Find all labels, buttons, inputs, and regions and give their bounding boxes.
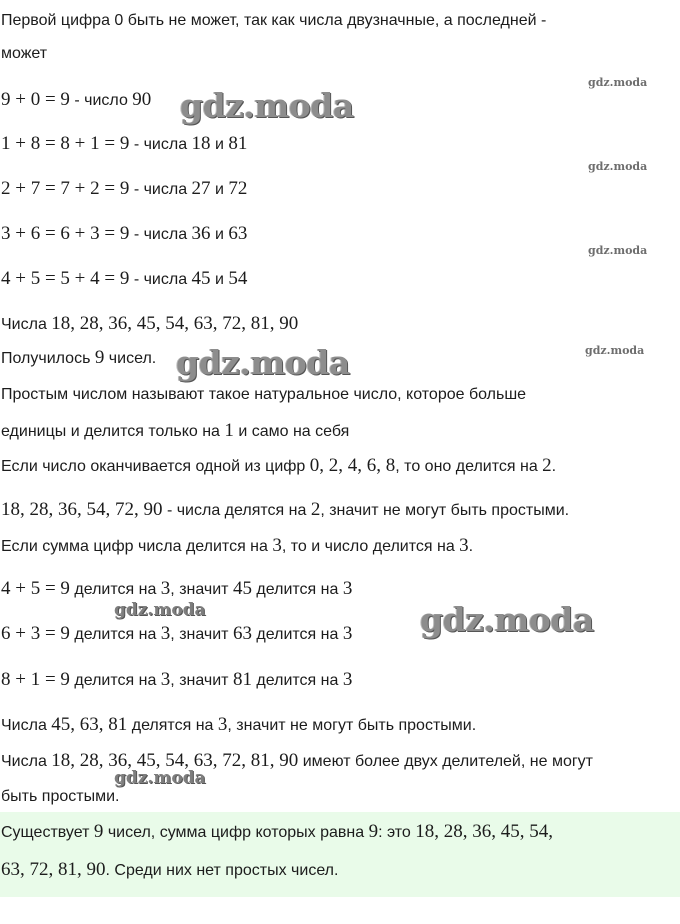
equation-math: 1 + 8 = 8 + 1 = 9 (1, 133, 130, 154)
equation-number: 18 (191, 133, 211, 154)
watermark-logo: gdz.moda (588, 244, 648, 257)
answer-text: Существует (1, 824, 94, 841)
watermark-logo: gdz.moda (180, 86, 354, 125)
row-text: делится на (69, 581, 161, 598)
answer-line1 (1, 822, 553, 843)
prime-definition-line2 (1, 421, 349, 442)
equation-number: 63 (228, 223, 248, 244)
equation-row-4 (1, 224, 247, 245)
definition-number: 1 (224, 420, 234, 441)
row-number: 3 (342, 669, 353, 690)
answer-values: 18, 28, 36, 45, 54, (415, 821, 554, 842)
definition-text: единицы и делится только на (1, 423, 225, 440)
rule-text: . (551, 458, 557, 475)
rule-text: . (468, 538, 474, 555)
answer-number: 9 (368, 821, 379, 842)
equation-and: и (210, 181, 229, 198)
prime-definition-line1: Простым числом называют такое натуральное число, которое больше (1, 386, 527, 403)
watermark-logo: gdz.moda (176, 343, 350, 382)
row-number: 3 (160, 578, 171, 599)
numbers-list (1, 314, 298, 335)
equation-text: - числа (129, 181, 192, 198)
watermark-logo: gdz.moda (114, 768, 206, 788)
rule-number: 2 (542, 455, 552, 476)
equation-row-3 (1, 179, 247, 200)
row-math: 6 + 3 = 9 (1, 623, 70, 644)
conclusion-not-prime-line1 (1, 751, 593, 772)
equation-number: 36 (191, 223, 211, 244)
row-text: делится на (251, 626, 343, 643)
conclusion-values: 45, 63, 81 (51, 714, 128, 735)
row-text: делится на (251, 581, 343, 598)
equation-number: 90 (132, 89, 152, 110)
conclusion-divisible-by-3 (1, 715, 476, 736)
equation-math: 2 + 7 = 7 + 2 = 9 (1, 178, 130, 199)
equation-row-2 (1, 134, 247, 155)
answer-line2 (1, 860, 338, 881)
equation-number: 72 (228, 178, 248, 199)
divisible-by-2-list (1, 500, 569, 521)
equation-number: 81 (228, 133, 248, 154)
list-number: 2 (310, 499, 321, 520)
divisible-by-3-row-3 (1, 670, 352, 691)
divisible-by-3-row-2 (1, 624, 352, 645)
list-values: 18, 28, 36, 45, 54, 63, 72, 81, 90 (51, 313, 299, 334)
conclusion-text: , значит не могут быть простыми. (227, 717, 477, 734)
rule-text: , то оно делится на (395, 458, 543, 475)
answer-text: : это (378, 824, 416, 841)
conclusion-text: имеют более двух делителей, не могут (298, 753, 593, 770)
list-values: 18, 28, 36, 54, 72, 90 (1, 499, 163, 520)
conclusion-not-prime-line2: быть простыми. (1, 788, 120, 805)
watermark-logo: gdz.moda (420, 600, 594, 639)
rule-number: 3 (459, 535, 469, 556)
definition-text-end: и само на себя (233, 423, 350, 440)
equation-math: 3 + 6 = 6 + 3 = 9 (1, 223, 130, 244)
row-text: делится на (69, 672, 161, 689)
paragraph-intro-line1: Первой цифра 0 быть не может, так как числа двузначные, а последней - (1, 12, 547, 29)
conclusion-text: делятся на (127, 717, 218, 734)
equation-text: - число (69, 92, 133, 109)
answer-values: 63, 72, 81, 90 (1, 859, 106, 880)
equation-row-5 (1, 269, 247, 290)
count-line (1, 348, 156, 369)
conclusion-number: 3 (217, 714, 228, 735)
equation-and: и (210, 136, 229, 153)
equation-number: 45 (191, 268, 211, 289)
equation-and: и (210, 226, 229, 243)
equation-number: 54 (228, 268, 248, 289)
rule-number: 3 (272, 535, 282, 556)
list-text: - числа делятся на (162, 502, 311, 519)
list-text: , значит не могут быть простыми. (320, 502, 570, 519)
rule-text: , то и число делится на (281, 538, 460, 555)
watermark-logo: gdz.moda (588, 160, 648, 173)
equation-math: 9 + 0 = 9 (1, 89, 70, 110)
row-text: , значит (170, 581, 233, 598)
equation-text: - числа (129, 271, 192, 288)
row-number: 63 (232, 623, 252, 644)
equation-row-1 (1, 90, 151, 111)
row-number: 81 (232, 669, 252, 690)
row-number: 45 (232, 578, 252, 599)
row-math: 8 + 1 = 9 (1, 669, 70, 690)
count-number: 9 (94, 347, 105, 368)
equation-text: - числа (129, 136, 192, 153)
conclusion-text: Числа (1, 753, 52, 770)
rule-text: Если сумма цифр числа делится на (1, 538, 273, 555)
divisibility-2-rule (1, 456, 556, 477)
paragraph-intro-line2: может (1, 45, 48, 62)
equation-math: 4 + 5 = 5 + 4 = 9 (1, 268, 130, 289)
equation-number: 27 (191, 178, 211, 199)
rule-digits: 0, 2, 4, 6, 8 (309, 455, 396, 476)
answer-number: 9 (93, 821, 104, 842)
row-number: 3 (160, 623, 171, 644)
equation-text: - числа (129, 226, 192, 243)
list-label: Числа (1, 316, 52, 333)
count-text: Получилось (1, 350, 95, 367)
row-text: делится на (251, 672, 343, 689)
watermark-logo: gdz.moda (114, 600, 206, 620)
divisible-by-3-row-1 (1, 579, 352, 600)
equation-and: и (210, 271, 229, 288)
answer-text: . Среди них нет простых чисел. (105, 862, 339, 879)
row-number: 3 (342, 623, 353, 644)
watermark-logo: gdz.moda (588, 76, 648, 89)
row-math: 4 + 5 = 9 (1, 578, 70, 599)
row-number: 3 (160, 669, 171, 690)
count-text-end: чисел. (104, 350, 157, 367)
watermark-logo: gdz.moda (585, 344, 645, 357)
conclusion-text: Числа (1, 717, 52, 734)
row-text: , значит (170, 626, 233, 643)
answer-text: чисел, сумма цифр которых равна (103, 824, 369, 841)
row-text: , значит (170, 672, 233, 689)
divisibility-3-rule (1, 536, 473, 557)
row-number: 3 (342, 578, 353, 599)
row-text: делится на (69, 626, 161, 643)
conclusion-values: 18, 28, 36, 45, 54, 63, 72, 81, 90 (51, 750, 299, 771)
rule-text: Если число оканчивается одной из цифр (1, 458, 310, 475)
